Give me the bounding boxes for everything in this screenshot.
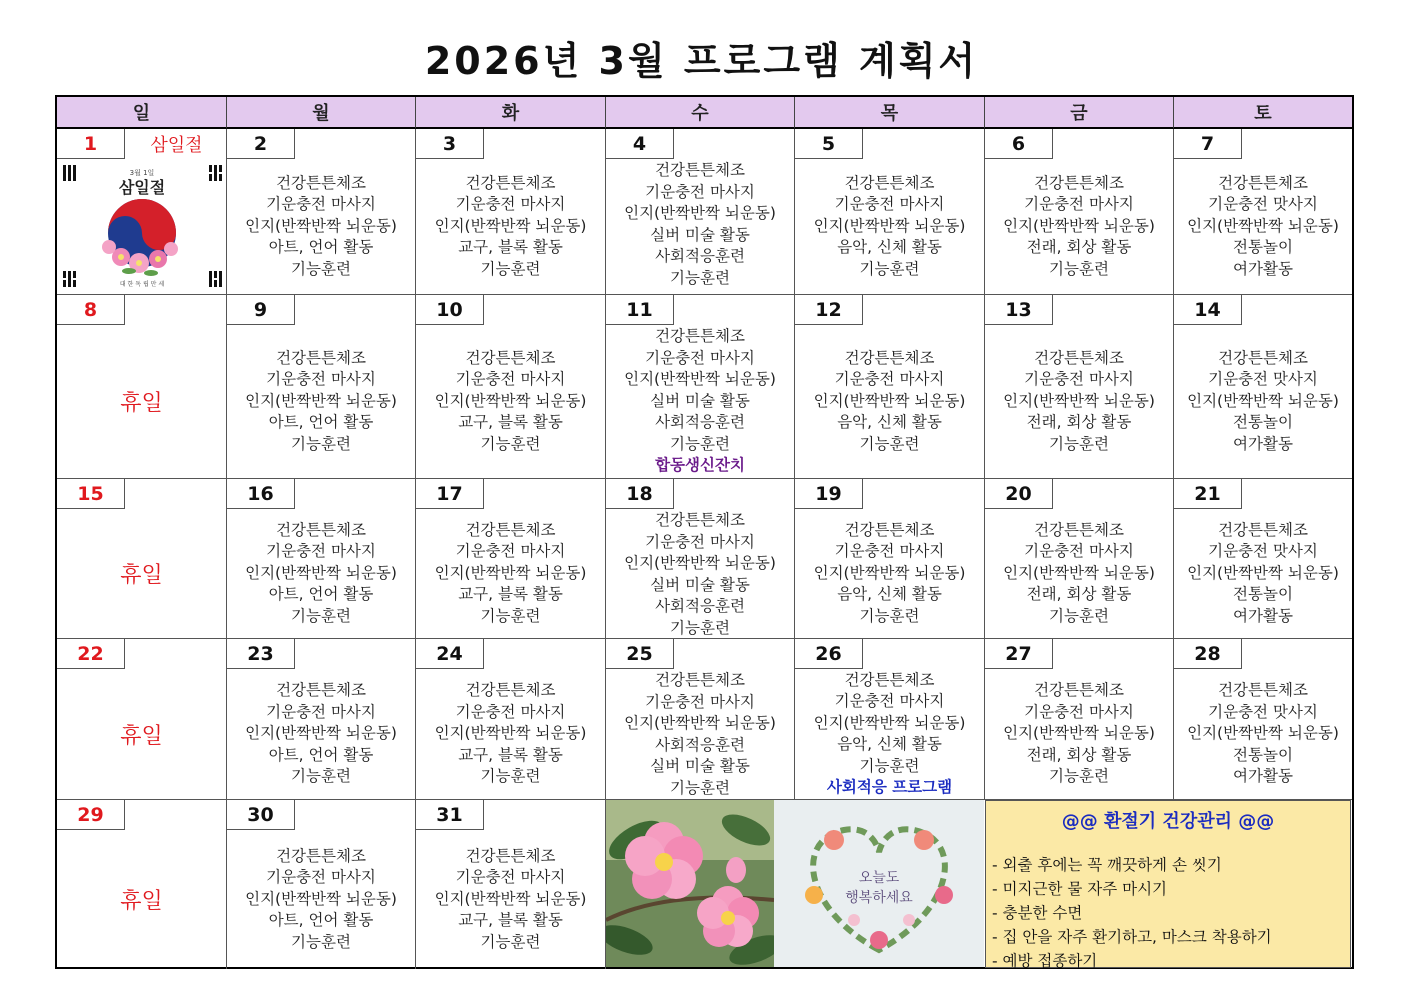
activity-item: 인지(반짝반짝 뇌운동) [245, 889, 397, 908]
weekday-header: 목 [795, 97, 985, 129]
day-cell[interactable] [606, 295, 795, 479]
activity-list [985, 509, 1173, 638]
activity-item: 인지(반짝반짝 뇌운동) [624, 714, 776, 732]
weekday-header: 금 [985, 97, 1174, 129]
activity-item: 교구, 블록 활동 [458, 911, 563, 930]
health-tip-item: - 집 안을 자주 환기하고, 마스크 착용하기 [992, 928, 1272, 946]
activity-item: 건강튼튼체조 [1218, 348, 1308, 367]
activity-item: 실버 미술 활동 [650, 391, 750, 410]
day-cell[interactable] [57, 800, 227, 969]
weekday-header: 일 [57, 97, 227, 129]
activity-item: 건강튼튼체조 [844, 670, 935, 689]
activity-list [227, 669, 415, 799]
activity-item: 기운충전 맛사지 [1208, 195, 1318, 214]
activity-item: 인지(반짝반짝 뇌운동) [434, 216, 587, 235]
activity-item: 사회적응훈련 [655, 735, 745, 754]
activity-item: 건강튼튼체조 [276, 681, 366, 700]
day-cell[interactable] [795, 639, 985, 800]
activity-item: 음악, 신체 활동 [837, 585, 942, 604]
activity-list [606, 326, 794, 478]
day-cell[interactable] [57, 129, 227, 295]
activity-item: 건강튼튼체조 [1218, 520, 1308, 539]
activity-item: 기능훈련 [670, 618, 730, 637]
activity-item: 인지(반짝반짝 뇌운동) [434, 889, 587, 908]
activity-list [606, 670, 794, 799]
activity-item: 기능훈련 [291, 434, 351, 453]
activity-item: 기능훈련 [291, 767, 351, 786]
activity-item: 인지(반짝반짝 뇌운동) [434, 391, 587, 410]
activity-item: 교구, 블록 활동 [458, 238, 563, 257]
activity-item: 건강튼튼체조 [1218, 681, 1308, 700]
day-cell[interactable] [416, 129, 606, 295]
activity-list [416, 830, 605, 969]
activity-item: 기운충전 마사지 [1024, 370, 1134, 389]
activity-item: 인지(반짝반짝 뇌운동) [813, 713, 966, 732]
activity-item: 기운충전 마사지 [266, 542, 376, 561]
day-number: 11 [606, 295, 674, 325]
day-number: 2 [227, 129, 295, 159]
activity-item: 기능훈련 [670, 778, 730, 797]
activity-item: 인지(반짝반짝 뇌운동) [1003, 391, 1155, 410]
day-cell[interactable] [985, 129, 1174, 295]
activity-item: 교구, 블록 활동 [458, 413, 563, 432]
day-number: 30 [227, 800, 295, 830]
camellia-photo [606, 800, 774, 967]
day-number: 21 [1174, 479, 1242, 509]
day-cell[interactable] [416, 479, 606, 639]
day-number: 15 [57, 479, 125, 509]
activity-item: 전통놀이 [1233, 585, 1293, 604]
day-cell[interactable] [985, 479, 1174, 639]
activity-item: 기능훈련 [1049, 259, 1109, 278]
activity-item: 기운충전 마사지 [266, 195, 376, 214]
day-number: 3 [416, 129, 484, 159]
greeting-line-1: 오늘도 [858, 870, 900, 886]
holiday-label: 휴일 [120, 723, 163, 749]
activity-item: 건강튼튼체조 [1034, 520, 1124, 539]
day-cell[interactable] [606, 479, 795, 639]
activity-item: 기능훈련 [670, 434, 730, 453]
day-cell[interactable] [416, 639, 606, 800]
activity-item: 인지(반짝반짝 뇌운동) [434, 563, 587, 582]
activity-item: 건강튼튼체조 [1034, 348, 1124, 367]
activity-item: 사회적응훈련 [655, 597, 745, 615]
day-number: 28 [1174, 639, 1242, 669]
activity-item: 전래, 회상 활동 [1026, 745, 1132, 764]
day-number: 17 [416, 479, 484, 509]
activity-item: 건강튼튼체조 [276, 846, 366, 865]
day-number: 31 [416, 800, 484, 830]
activity-item: 건강튼튼체조 [1218, 173, 1308, 192]
weekday-header: 토 [1174, 97, 1352, 129]
day-cell[interactable] [606, 639, 795, 800]
activity-item: 인지(반짝반짝 뇌운동) [813, 391, 966, 410]
activity-item: 기운충전 마사지 [266, 868, 376, 887]
activity-item: 전래, 회상 활동 [1026, 413, 1132, 432]
activity-item: 실버 미술 활동 [650, 225, 750, 244]
activity-list [985, 159, 1173, 294]
activity-item: 교구, 블록 활동 [458, 585, 563, 604]
activity-list [1174, 325, 1352, 478]
holiday-label: 휴일 [120, 563, 163, 588]
activity-list [227, 325, 415, 478]
activity-item: 음악, 신체 활동 [837, 735, 942, 753]
poster-date: 3월 1일 [129, 169, 155, 177]
activity-list [227, 509, 415, 638]
day-cell[interactable] [985, 295, 1174, 479]
activity-item: 전래, 회상 활동 [1026, 585, 1132, 604]
activity-list [227, 830, 415, 969]
activity-item: 건강튼튼체조 [465, 846, 556, 865]
activity-item: 기운충전 맛사지 [1208, 702, 1318, 721]
activity-item: 건강튼튼체조 [1034, 681, 1124, 700]
greeting-line-2: 행복하세요 [845, 890, 913, 906]
activity-list [795, 159, 984, 294]
special-event: 사회적응 프로그램 [826, 778, 953, 796]
activity-item: 교구, 블록 활동 [458, 745, 563, 764]
activity-item: 기능훈련 [859, 756, 920, 775]
activity-list [795, 669, 984, 799]
health-tip-item: - 충분한 수면 [992, 904, 1083, 922]
day-cell[interactable] [227, 479, 416, 639]
activity-item: 인지(반짝반짝 뇌운동) [813, 216, 966, 235]
activity-item: 기능훈련 [1049, 606, 1109, 625]
activity-item: 건강튼튼체조 [465, 520, 556, 539]
activity-item: 기운충전 마사지 [834, 542, 945, 561]
activity-item: 기능훈련 [480, 932, 541, 951]
activity-list [1174, 669, 1352, 799]
day-cell[interactable] [1174, 639, 1352, 800]
weekday-header: 화 [416, 97, 606, 129]
day-number: 10 [416, 295, 484, 325]
day-cell[interactable] [57, 639, 227, 800]
day-number: 18 [606, 479, 674, 509]
health-tip-item: - 예방 접종하기 [992, 952, 1098, 970]
day-cell[interactable] [606, 129, 795, 295]
activity-item: 건강튼튼체조 [844, 520, 935, 539]
day-cell[interactable] [795, 479, 985, 639]
activity-item: 기운충전 마사지 [455, 542, 566, 561]
day-cell[interactable] [1174, 479, 1352, 639]
health-tips-title: @@ 환절기 건강관리 @@ [1061, 811, 1275, 832]
poster-slogan: 대 한 독 립 만 세 [119, 281, 165, 288]
activity-item: 기운충전 마사지 [834, 692, 945, 710]
activity-item: 기운충전 마사지 [455, 702, 566, 721]
activity-list [416, 509, 605, 638]
activity-item: 건강튼튼체조 [276, 173, 366, 192]
activity-item: 기운충전 맛사지 [1208, 370, 1318, 389]
day-number: 14 [1174, 295, 1242, 325]
activity-item: 기능훈련 [480, 434, 541, 453]
activity-item: 인지(반짝반짝 뇌운동) [245, 724, 397, 743]
holiday-label: 휴일 [120, 889, 163, 914]
activity-list [985, 325, 1173, 478]
day-number: 20 [985, 479, 1053, 509]
activity-list [227, 159, 415, 294]
activity-item: 기운충전 마사지 [645, 348, 755, 367]
activity-item: 아트, 언어 활동 [268, 238, 374, 257]
activity-item: 기능훈련 [1049, 767, 1109, 786]
activity-item: 인지(반짝반짝 뇌운동) [624, 204, 776, 222]
activity-list [795, 325, 984, 478]
holiday-label: 휴일 [120, 391, 163, 416]
activity-list [606, 510, 794, 638]
day-number: 16 [227, 479, 295, 509]
day-number: 7 [1174, 129, 1242, 159]
activity-item: 건강튼튼체조 [276, 520, 366, 539]
activity-item: 건강튼튼체조 [655, 511, 745, 529]
activity-item: 인지(반짝반짝 뇌운동) [624, 554, 776, 572]
day-cell[interactable] [227, 639, 416, 800]
activity-item: 기운충전 마사지 [1024, 542, 1134, 561]
activity-item: 아트, 언어 활동 [268, 413, 374, 432]
day-number: 26 [795, 639, 863, 669]
activity-item: 전래, 회상 활동 [1026, 238, 1132, 257]
day-number: 12 [795, 295, 863, 325]
day-number: 8 [57, 295, 125, 325]
day-number: 23 [227, 639, 295, 669]
day-number: 4 [606, 129, 674, 159]
holiday-name: 삼일절 [150, 135, 203, 156]
activity-item: 기능훈련 [480, 259, 541, 278]
health-tips-box [985, 800, 1351, 968]
page-title: 2026년 3월 프로그램 계획서 [424, 39, 979, 83]
activity-item: 기운충전 마사지 [455, 370, 566, 389]
day-cell[interactable] [416, 800, 606, 969]
activity-item: 여가활동 [1233, 259, 1293, 278]
activity-item: 건강튼튼체조 [844, 173, 935, 192]
activity-item: 기운충전 마사지 [834, 195, 945, 214]
activity-item: 음악, 신체 활동 [837, 238, 942, 257]
activity-item: 기능훈련 [480, 767, 541, 786]
activity-item: 건강튼튼체조 [844, 348, 935, 367]
day-number: 9 [227, 295, 295, 325]
day-cell[interactable] [795, 295, 985, 479]
activity-item: 여가활동 [1233, 606, 1293, 625]
samiljeol-poster [59, 161, 224, 292]
activity-item: 인지(반짝반짝 뇌운동) [1003, 216, 1155, 235]
activity-list [416, 669, 605, 799]
day-cell[interactable] [1174, 295, 1352, 479]
activity-item: 인지(반짝반짝 뇌운동) [1003, 563, 1155, 582]
day-number: 25 [606, 639, 674, 669]
activity-item: 인지(반짝반짝 뇌운동) [245, 563, 397, 582]
health-tip-item: - 외출 후에는 꼭 깨끗하게 손 씻기 [992, 856, 1222, 874]
activity-item: 사회적응훈련 [655, 247, 745, 265]
activity-item: 기능훈련 [859, 259, 920, 278]
day-number: 27 [985, 639, 1053, 669]
activity-list [985, 669, 1173, 799]
activity-item: 여가활동 [1233, 434, 1293, 453]
activity-item: 건강튼튼체조 [465, 681, 556, 700]
activity-item: 아트, 언어 활동 [268, 911, 374, 930]
activity-item: 기능훈련 [291, 259, 351, 278]
day-cell[interactable] [227, 129, 416, 295]
day-number: 19 [795, 479, 863, 509]
activity-item: 기운충전 마사지 [455, 195, 566, 214]
day-cell[interactable] [416, 295, 606, 479]
day-cell[interactable] [227, 295, 416, 479]
activity-item: 기능훈련 [859, 434, 920, 453]
activity-item: 건강튼튼체조 [465, 348, 556, 367]
weekday-header: 수 [606, 97, 795, 129]
activity-item: 기능훈련 [480, 606, 541, 625]
activity-item: 전통놀이 [1233, 413, 1293, 432]
activity-item: 인지(반짝반짝 뇌운동) [245, 391, 397, 410]
day-number: 22 [57, 639, 125, 669]
activity-item: 건강튼튼체조 [655, 327, 745, 345]
day-cell[interactable] [227, 800, 416, 969]
activity-item: 기능훈련 [1049, 434, 1109, 453]
activity-item: 사회적응훈련 [655, 413, 745, 431]
activity-list [1174, 509, 1352, 638]
day-cell[interactable] [985, 639, 1174, 800]
activity-list [1174, 159, 1352, 294]
activity-item: 아트, 언어 활동 [268, 745, 374, 764]
day-number: 5 [795, 129, 863, 159]
activity-item: 아트, 언어 활동 [268, 585, 374, 604]
activity-item: 인지(반짝반짝 뇌운동) [1187, 563, 1339, 582]
health-tips-list [986, 853, 1350, 973]
activity-item: 기운충전 마사지 [834, 370, 945, 389]
activity-item: 기능훈련 [670, 268, 730, 287]
activity-list [416, 159, 605, 294]
activity-list [606, 160, 794, 294]
activity-item: 전통놀이 [1233, 238, 1293, 257]
day-number: 24 [416, 639, 484, 669]
activity-item: 기운충전 마사지 [1024, 195, 1134, 214]
health-tip-item: - 미지근한 물 자주 마시기 [992, 880, 1168, 898]
activity-item: 건강튼튼체조 [1034, 173, 1124, 192]
day-number: 1 [57, 129, 125, 159]
activity-item: 여가활동 [1233, 767, 1293, 786]
activity-item: 인지(반짝반짝 뇌운동) [1187, 724, 1339, 743]
day-number: 29 [57, 800, 125, 830]
activity-item: 인지(반짝반짝 뇌운동) [245, 216, 397, 235]
special-event: 합동생신잔치 [655, 456, 745, 474]
day-cell[interactable] [795, 129, 985, 295]
day-cell[interactable] [57, 479, 227, 639]
activity-item: 기운충전 마사지 [455, 868, 566, 887]
greeting-photo [774, 800, 985, 967]
activity-item: 인지(반짝반짝 뇌운동) [1187, 391, 1339, 410]
activity-item: 건강튼튼체조 [655, 161, 745, 179]
activity-list [795, 509, 984, 638]
activity-list [416, 325, 605, 478]
activity-item: 기능훈련 [859, 606, 920, 625]
activity-item: 인지(반짝반짝 뇌운동) [1003, 724, 1155, 743]
activity-item: 기운충전 마사지 [266, 702, 376, 721]
activity-item: 기능훈련 [291, 932, 351, 951]
activity-item: 인지(반짝반짝 뇌운동) [1187, 216, 1339, 235]
activity-item: 기능훈련 [291, 606, 351, 625]
activity-item: 실버 미술 활동 [650, 757, 750, 775]
activity-item: 기운충전 마사지 [645, 182, 755, 201]
day-number: 13 [985, 295, 1053, 325]
poster-title: 삼일절 [118, 178, 166, 197]
activity-item: 기운충전 맛사지 [1208, 542, 1318, 561]
activity-item: 건강튼튼체조 [276, 348, 366, 367]
activity-item: 인지(반짝반짝 뇌운동) [813, 563, 966, 582]
activity-item: 인지(반짝반짝 뇌운동) [434, 724, 587, 743]
activity-item: 실버 미술 활동 [650, 575, 750, 594]
day-cell[interactable] [57, 295, 227, 479]
activity-item: 인지(반짝반짝 뇌운동) [624, 370, 776, 388]
weekday-header: 월 [227, 97, 416, 129]
day-number: 6 [985, 129, 1053, 159]
calendar-grid [55, 95, 1354, 969]
activity-item: 음악, 신체 활동 [837, 413, 942, 432]
activity-item: 기운충전 마사지 [1024, 702, 1134, 721]
activity-item: 기운충전 마사지 [645, 532, 755, 551]
activity-item: 건강튼튼체조 [655, 671, 745, 689]
activity-item: 기운충전 마사지 [645, 692, 755, 711]
activity-item: 기운충전 마사지 [266, 370, 376, 389]
activity-item: 전통놀이 [1233, 745, 1293, 764]
activity-item: 건강튼튼체조 [465, 173, 556, 192]
day-cell[interactable] [1174, 129, 1352, 295]
